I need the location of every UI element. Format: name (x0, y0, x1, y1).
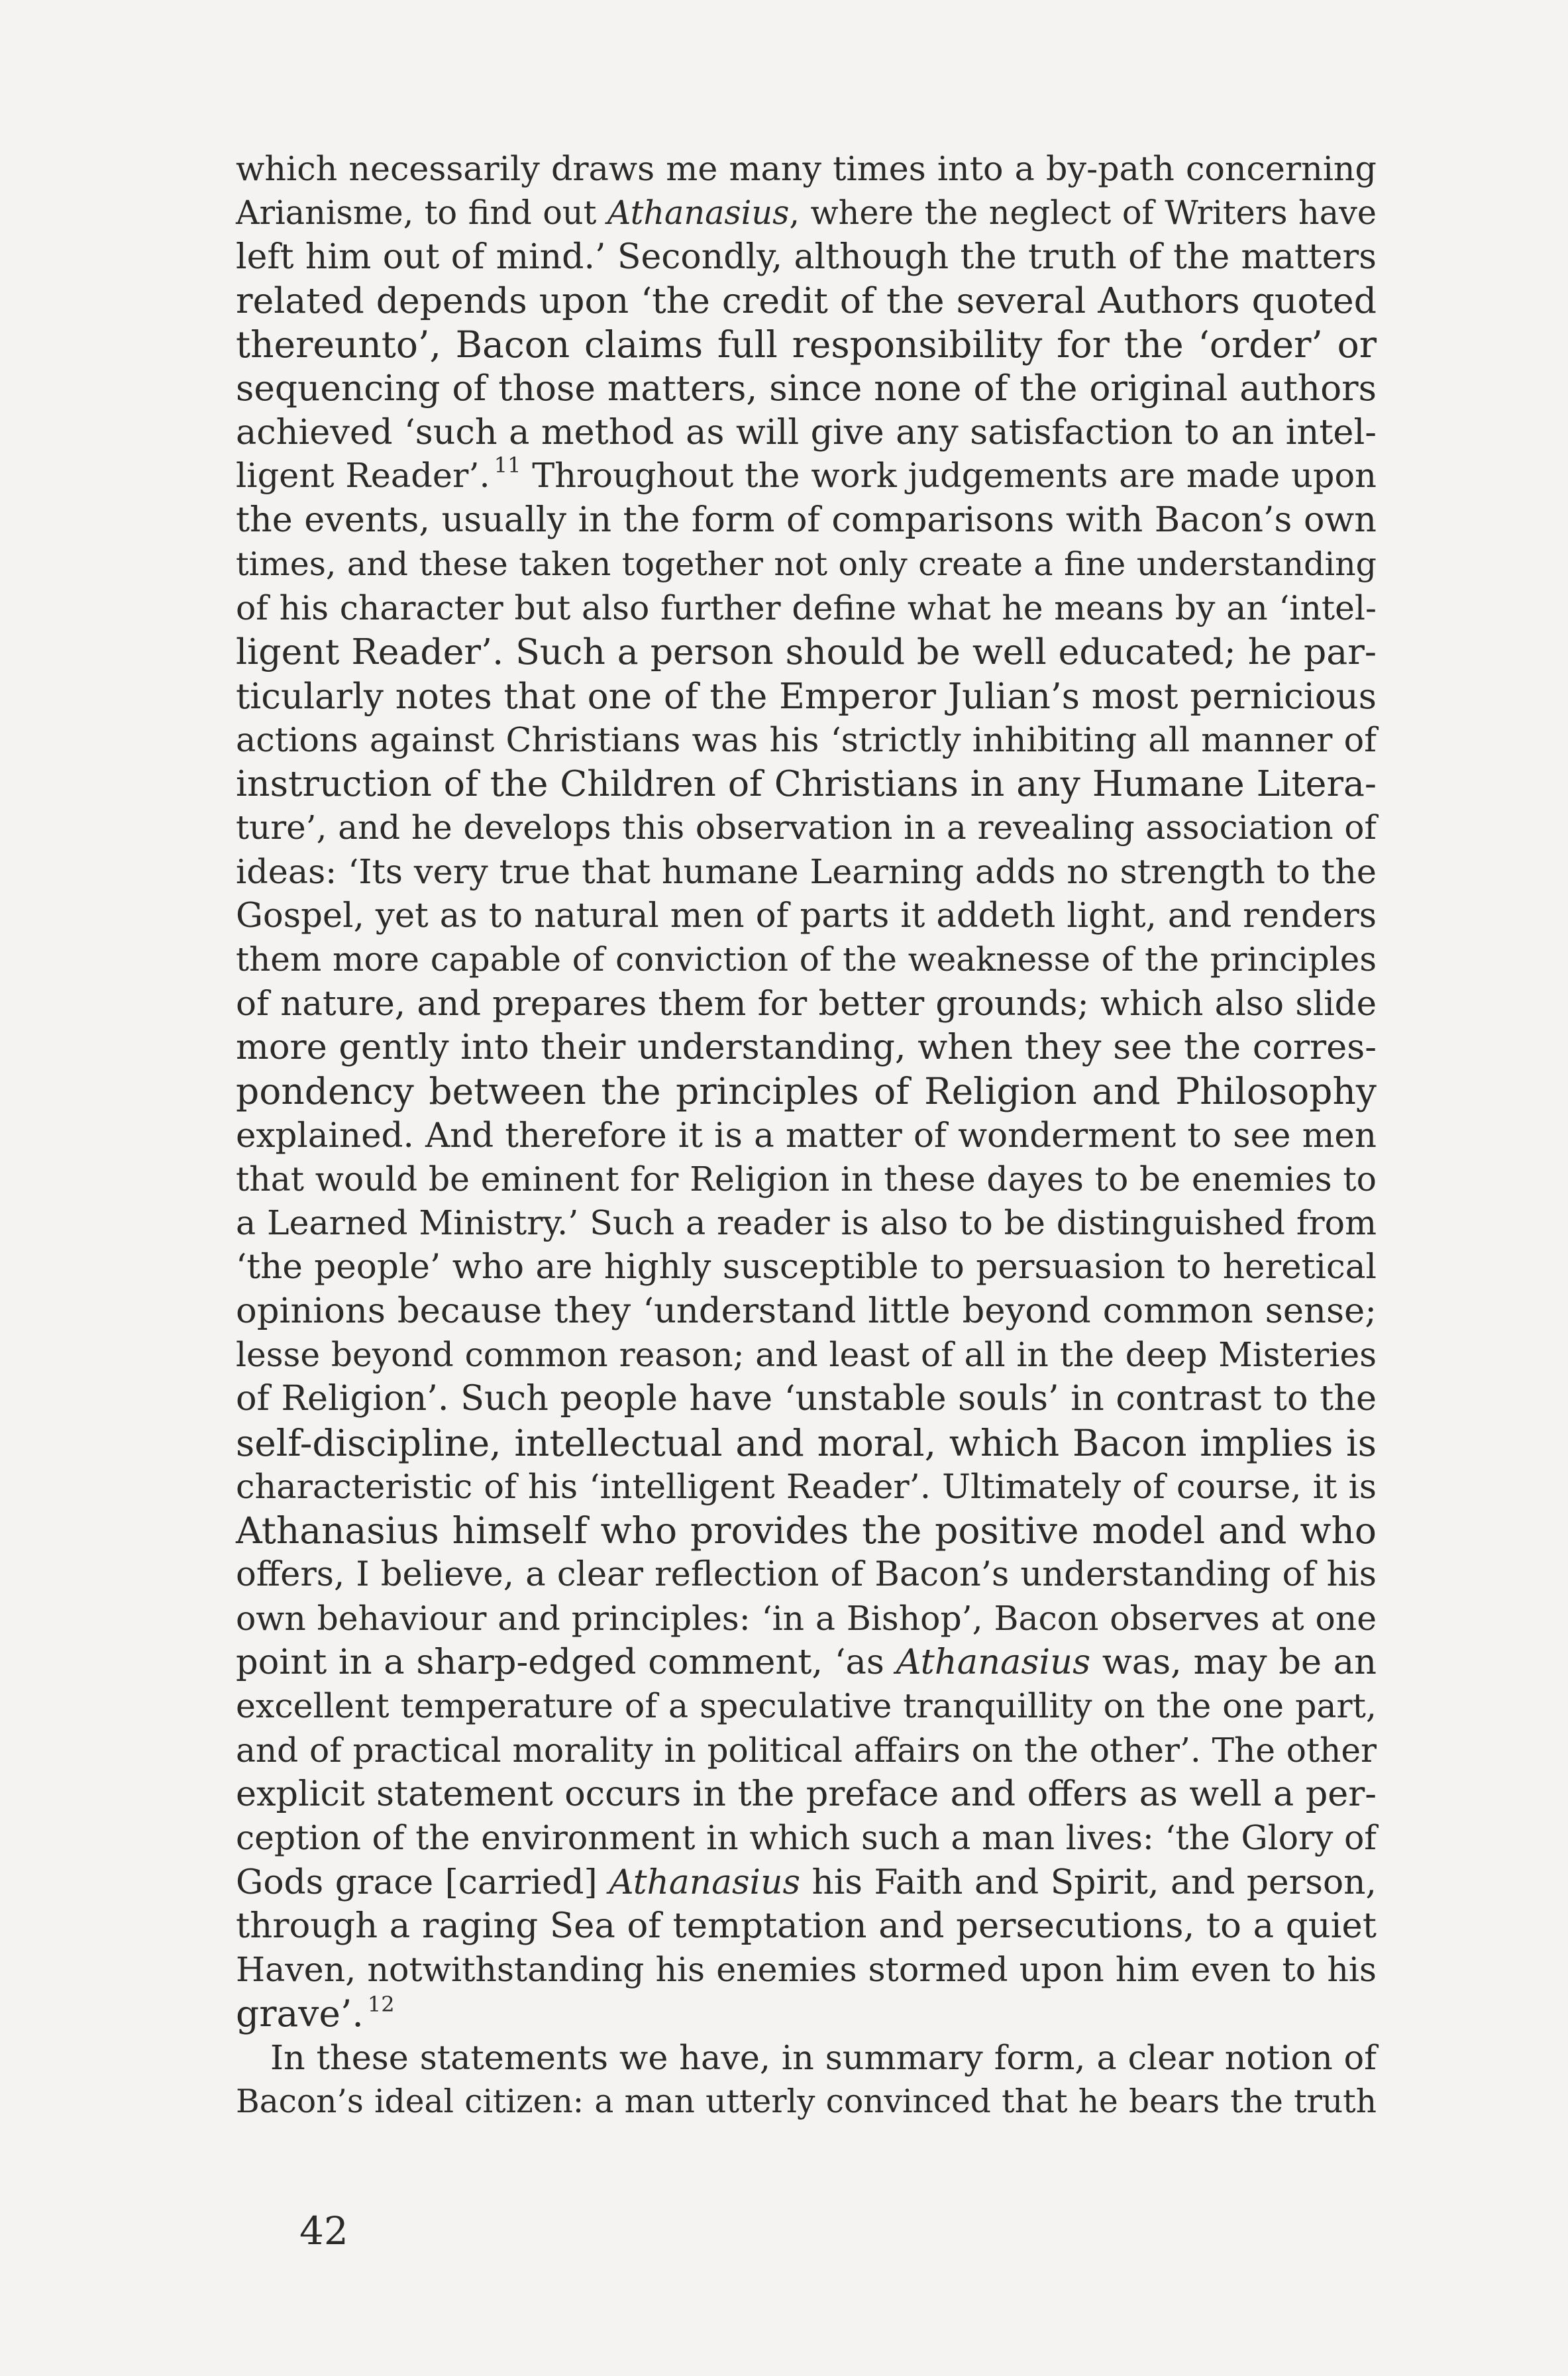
text-segment: lesse beyond common reason; and least of all in the deep Misteries (236, 1335, 1377, 1375)
footnote-marker: 11 (494, 453, 521, 478)
text-line (236, 2080, 1377, 2124)
text-segment: Athanasius himself who provides the positive model and who (236, 1509, 1377, 1552)
text-segment: characteristic of his ‘intelligent Reader’. Ultimately of course, it is (236, 1466, 1377, 1506)
text-segment: excellent temperature of a speculative tranquillity on the one part, (236, 1686, 1377, 1726)
text-line (236, 455, 1377, 498)
text-line (236, 1641, 1377, 1684)
text-segment: own behaviour and principles: ‘in a Bishop’, Bacon observes at one (236, 1598, 1377, 1638)
text-line (236, 586, 1377, 630)
text-segment: pondency between the principles of Religion and Philosophy (236, 1070, 1377, 1113)
text-line (236, 1729, 1377, 1772)
text-line (236, 1904, 1377, 1948)
text-line (236, 1597, 1377, 1641)
text-segment: of his character but also further define what he means by an ‘intel- (236, 588, 1377, 627)
text-segment: explained. And therefore it is a matter of wonderment to see men (236, 1115, 1377, 1156)
text-segment: through a raging Sea of temptation and persecutions, to a quiet (236, 1905, 1377, 1946)
text-line (236, 850, 1377, 894)
text-line (236, 543, 1377, 586)
text-line (236, 1509, 1377, 1552)
text-segment: more gently into their understanding, when they see the corres- (236, 1026, 1377, 1067)
text-line (236, 1333, 1377, 1377)
text-segment: opinions because they ‘understand little beyond common sense; (236, 1290, 1377, 1331)
text-line (236, 1201, 1377, 1245)
text-segment: which necessarily draws me many times into a by-path concerning (236, 149, 1377, 188)
text-line (236, 1684, 1377, 1728)
text-line (236, 1289, 1377, 1333)
text-segment: Gospel, yet as to natural men of parts it addeth light, and renders (236, 896, 1377, 936)
text-line (236, 894, 1377, 938)
text-segment: of nature, and prepares them for better grounds; which also slide (236, 983, 1377, 1024)
text-segment: thereunto’, Bacon claims full responsibility for the ‘order’ or (236, 323, 1377, 366)
text-segment: the events, usually in the form of comparisons with Bacon’s own (236, 500, 1377, 541)
text-line (236, 1158, 1377, 1201)
text-line (236, 191, 1377, 235)
text-line (236, 2036, 1377, 2080)
text-segment: ideas: ‘Its very true that humane Learning adds no strength to the (236, 851, 1377, 891)
body-text (236, 147, 1377, 2124)
text-segment: related depends upon ‘the credit of the several Authors quoted (236, 279, 1377, 321)
italic-text: Athanasius (607, 193, 790, 233)
text-line (236, 1948, 1377, 1992)
text-segment: actions against Christians was his ‘strictly inhibiting all manner of (236, 720, 1377, 759)
text-segment: , where the neglect of Writers have (789, 193, 1377, 233)
text-line (236, 498, 1377, 542)
text-line (236, 1992, 1377, 2035)
text-segment: that would be eminent for Religion in these dayes to be enemies to (236, 1159, 1377, 1199)
text-line (236, 1772, 1377, 1816)
text-segment: Throughout the work judgements are made upon (521, 457, 1377, 496)
text-line (236, 630, 1377, 674)
text-segment: ture’, and he develops this observation in a revealing association of (236, 808, 1377, 847)
text-segment: explicit statement occurs in the preface and offers as well a per- (236, 1773, 1377, 1814)
text-segment: Arianisme, to find out (236, 193, 607, 233)
text-line (236, 235, 1377, 279)
text-line (236, 1861, 1377, 1904)
text-segment: In these statements we have, in summary form, a clear notion of (270, 2037, 1377, 2077)
text-line (236, 147, 1377, 191)
text-line (236, 411, 1377, 455)
text-segment: times, and these taken together not only create a fine understanding (236, 545, 1377, 583)
text-segment: sequencing of those matters, since none of the original authors (236, 368, 1377, 409)
text-line (236, 718, 1377, 762)
text-line (236, 1069, 1377, 1113)
text-segment: them more capable of conviction of the weaknesse of the principles (236, 940, 1377, 979)
text-line (236, 1114, 1377, 1158)
text-segment: ception of the environment in which such a man lives: ‘the Glory of (236, 1818, 1377, 1858)
text-segment: instruction of the Children of Christians in any Humane Litera- (236, 763, 1377, 805)
text-line (236, 762, 1377, 806)
text-segment: ticularly notes that one of the Emperor Julian’s most pernicious (236, 675, 1377, 717)
text-line (236, 1421, 1377, 1465)
text-line (236, 366, 1377, 410)
text-segment: left him out of mind.’ Secondly, although the truth of the matters (236, 237, 1377, 277)
text-line (236, 1553, 1377, 1597)
page-number: 42 (299, 2208, 348, 2253)
text-line (236, 1026, 1377, 1069)
italic-text: Athanasius (896, 1642, 1091, 1683)
text-line (236, 1816, 1377, 1860)
footnote-marker: 12 (367, 1992, 395, 2018)
text-segment: and of practical morality in political affairs on the other’. The other (236, 1730, 1377, 1770)
text-line (236, 675, 1377, 718)
text-line (236, 1465, 1377, 1509)
text-line (236, 1377, 1377, 1421)
text-line (236, 1245, 1377, 1289)
italic-text: Athanasius (609, 1862, 801, 1902)
text-line (236, 279, 1377, 323)
text-segment: his Faith and Spirit, and person, (800, 1862, 1377, 1902)
text-line (236, 982, 1377, 1026)
text-segment: of Religion’. Such people have ‘unstable souls’ in contrast to the (236, 1378, 1377, 1419)
text-segment: ‘the people’ who are highly susceptible to persuasion to heretical (236, 1247, 1377, 1287)
text-line (236, 938, 1377, 981)
text-segment: offers, I believe, a clear reflection of Bacon’s understanding of his (236, 1554, 1377, 1594)
text-segment: Gods grace [carried] (236, 1862, 609, 1902)
text-segment: was, may be an (1090, 1642, 1377, 1683)
text-segment: self-discipline, intellectual and moral, which Bacon implies is (236, 1421, 1377, 1464)
text-line (236, 323, 1377, 366)
text-segment: ligent Reader’. (236, 457, 490, 496)
text-segment: Bacon’s ideal citizen: a man utterly convinced that he bears the truth (236, 2083, 1377, 2121)
text-segment: ligent Reader’. Such a person should be well educated; he par- (236, 631, 1377, 673)
text-line (236, 806, 1377, 849)
text-segment: point in a sharp-edged comment, ‘as (236, 1642, 896, 1683)
text-segment: Haven, notwithstanding his enemies stormed upon him even to his (236, 1950, 1377, 1990)
text-segment: a Learned Ministry.’ Such a reader is also to be distinguished from (236, 1203, 1377, 1243)
text-segment: achieved ‘such a method as will give any satisfaction to an intel- (236, 411, 1377, 453)
text-segment: grave’. (236, 1992, 364, 2035)
